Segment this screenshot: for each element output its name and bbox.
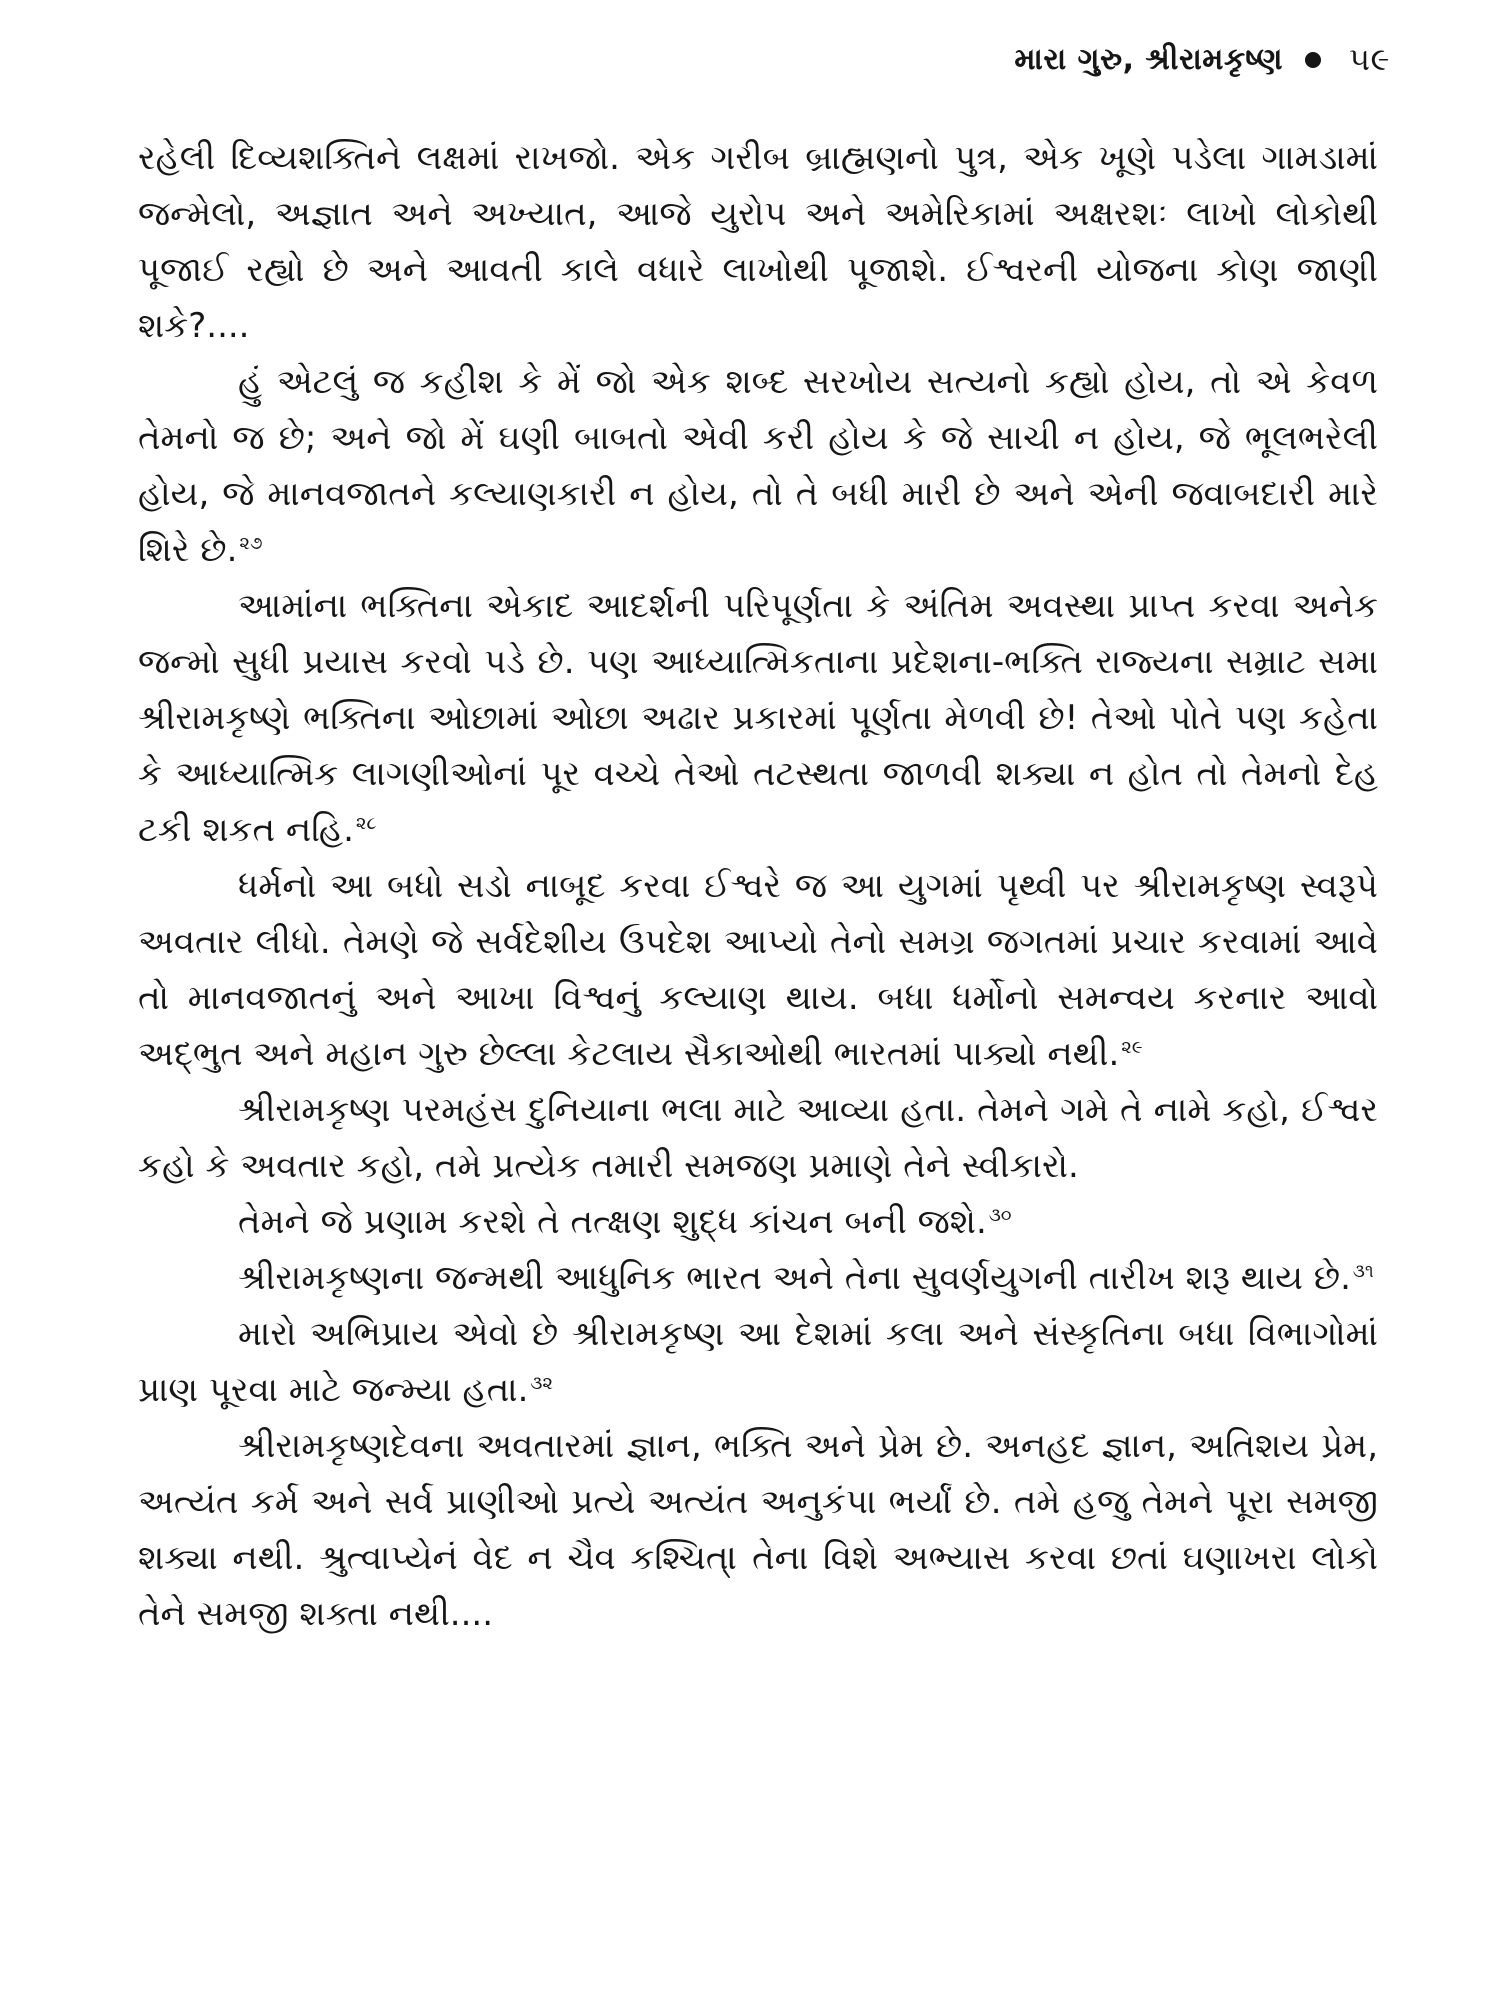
paragraph-text: મારો અભિપ્રાય એવો છે શ્રીરામકૃષ્ણ આ દેશમાં કલા અને સંસ્કૃતિના બધા વિભાગોમાં પ્રાણ પૂરવા માટે જન્મ્યા હતા. xyxy=(138,1314,1378,1410)
paragraph xyxy=(138,858,1378,1082)
running-title: મારા ગુરુ, શ્રીરામકૃષ્ણ xyxy=(1014,42,1284,77)
paragraph-text: રહેલી દિવ્યશક્તિને લક્ષમાં રાખજો. એક ગરીબ બ્રાહ્મણનો પુત્ર, એક ખૂણે પડેલા ગામડામાં જન્મેલો, અજ્ઞાત અને અખ્યાત, આજે યુરોપ અને અમેરિકામાં અક્ષરશઃ લાખો લોકોથી પૂજાઈ રહ્યો છે અને આવતી કાલે વધારે લાખોથી પૂજાશે. ઈશ્વરની યોજના કોણ જાણી શકે?.... xyxy=(138,138,1378,346)
footnote-ref: ૨૭ xyxy=(239,532,263,554)
paragraph-text: શ્રીરામકૃષ્ણના જન્મથી આધુનિક ભારત અને તેના સુવર્ણયુગની તારીખ શરૂ થાય છે. xyxy=(238,1258,1351,1298)
footnote-ref: ૩૧ xyxy=(1352,1260,1374,1282)
paragraph-text: તેમને જે પ્રણામ કરશે તે તત્ક્ષણ શુદ્ધ કાંચન બની જશે. xyxy=(238,1202,987,1242)
paragraph xyxy=(138,1418,1378,1642)
paragraph-text: ધર્મનો આ બધો સડો નાબૂદ કરવા ઈશ્વરે જ આ યુગમાં પૃથ્વી પર શ્રીરામકૃષ્ણ સ્વરૂપે અવતાર લીધો. તેમણે જે સર્વદેશીય ઉપદેશ આપ્યો તેનો સમગ્ર જગતમાં પ્રચાર કરવામાં આવે તો માનવજાતનું અને આખા વિશ્વનું કલ્યાણ થાય. બધા ધર્મોનો સમન્વય કરનાર આવો અદ્‌ભુત અને મહાન ગુરુ છેલ્લા કેટલાય સૈકાઓથી ભારતમાં પાક્યો નથી. xyxy=(138,866,1378,1074)
page-number: ૫૯ xyxy=(1349,40,1390,78)
paragraph xyxy=(138,1250,1378,1306)
body-text xyxy=(138,130,1378,1642)
footnote-ref: ૩૨ xyxy=(530,1372,553,1394)
bullet-icon xyxy=(1305,52,1321,68)
paragraph-text: હું એટલું જ કહીશ કે મેં જો એક શબ્દ સરખોય સત્યનો કહ્યો હોય, તો એ કેવળ તેમનો જ છે; અને જો મેં ઘણી બાબતો એવી કરી હોય કે જે સાચી ન હોય, જે ભૂલભરેલી હોય, જે માનવજાતને કલ્યાણકારી ન હોય, તો તે બધી મારી છે અને એની જવાબદારી મારે શિરે છે. xyxy=(138,362,1378,570)
paragraph xyxy=(138,1306,1378,1418)
paragraph-text: શ્રીરામકૃષ્ણ પરમહંસ દુનિયાના ભલા માટે આવ્યા હતા. તેમને ગમે તે નામે કહો, ઈશ્વર કહો કે અવતાર કહો, તમે પ્રત્યેક તમારી સમજણ પ્રમાણે તેને સ્વીકારો. xyxy=(138,1090,1378,1186)
running-header xyxy=(1014,40,1390,79)
paragraph xyxy=(138,354,1378,578)
paragraph-text: શ્રીરામકૃષ્ણદેવના અવતારમાં જ્ઞાન, ભક્તિ અને પ્રેમ છે. અનહદ જ્ઞાન, અતિશય પ્રેમ, અત્યંત કર્મ અને સર્વ પ્રાણીઓ પ્રત્યે અત્યંત અનુકંપા ભર્યાં છે. તમે હજુ તેમને પૂરા સમજી શક્યા નથી. શ્રુત્વાપ્યેનં વેદ ન ચૈવ કશ્ચિત્। તેના વિશે અભ્યાસ કરવા છતાં ઘણાખરા લોકો તેને સમજી શક્તા નથી.... xyxy=(138,1426,1378,1634)
footnote-ref: ૨૮ xyxy=(355,812,377,834)
paragraph xyxy=(138,578,1378,858)
paragraph xyxy=(138,1194,1378,1250)
paragraph-text: આમાંના ભક્તિના એકાદ આદર્શની પરિપૂર્ણતા કે અંતિમ અવસ્થા પ્રાપ્ત કરવા અનેક જન્મો સુધી પ્રયાસ કરવો પડે છે. પણ આધ્યાત્મિકતાના પ્રદેશના-ભક્તિ રાજ્યના સમ્રાટ સમા શ્રીરામકૃષ્ણે ભક્તિના ઓછામાં ઓછા અઢાર પ્રકારમાં પૂર્ણતા મેળવી છે! તેઓ પોતે પણ કહેતા કે આધ્યાત્મિક લાગણીઓનાં પૂર વચ્ચે તેઓ તટસ્થતા જાળવી શક્યા ન હોત તો તેમનો દેહ ટકી શકત નહિ. xyxy=(138,586,1378,850)
footnote-ref: ૩૦ xyxy=(988,1204,1012,1226)
paragraph xyxy=(138,130,1378,354)
paragraph xyxy=(138,1082,1378,1194)
footnote-ref: ૨૯ xyxy=(1121,1036,1143,1058)
